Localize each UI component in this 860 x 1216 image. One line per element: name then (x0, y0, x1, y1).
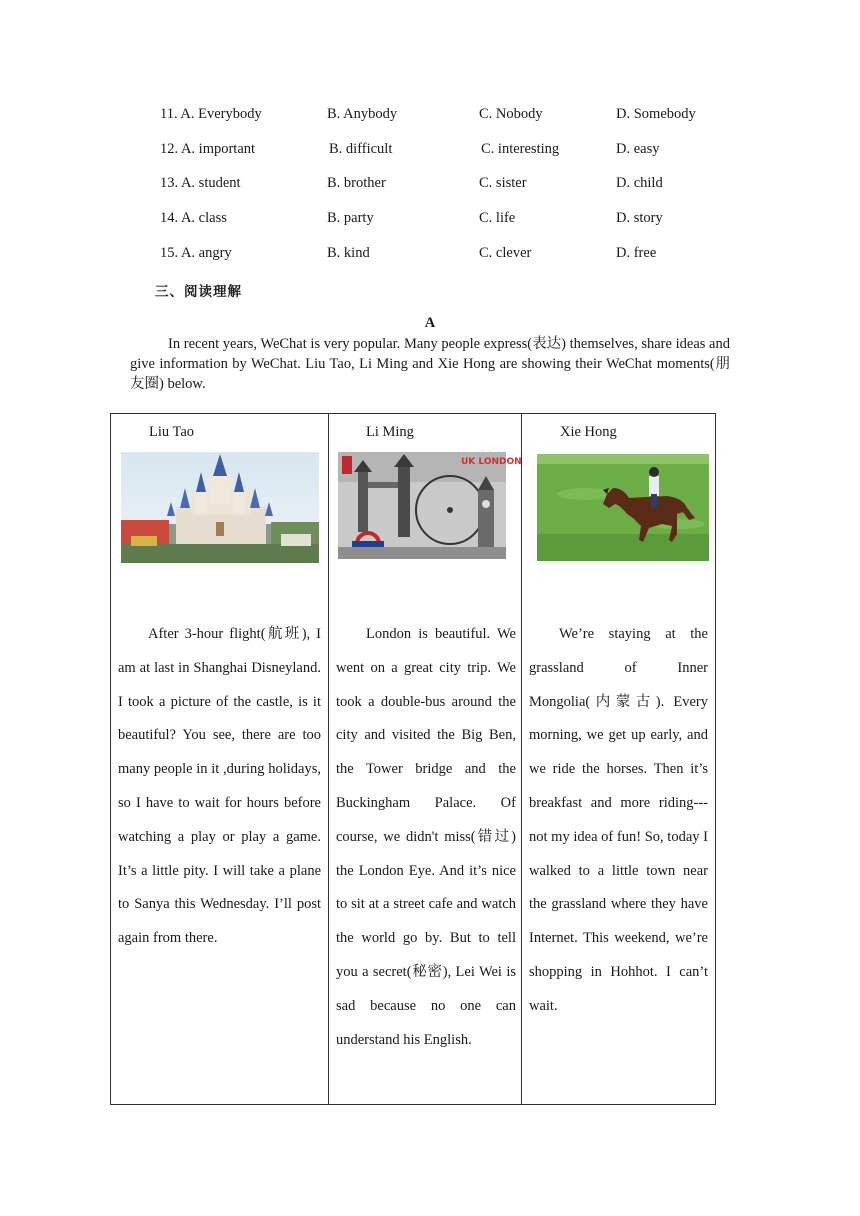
option-a: 14. A. class (160, 210, 227, 226)
moment-column-liu-tao (111, 414, 328, 1104)
option-d: D. story (616, 210, 663, 226)
moment-column-xie-hong (521, 414, 716, 1104)
column-name: Li Ming (366, 424, 414, 440)
moment-text: We’re staying at the grassland of Inner Mongolia(内蒙古). Every morning, we get up early, and we ride the horses. Then it’s breakfast and more riding---not my idea of fun! So, today I walked to a little town near the grassland where they have Internet. This weekend, we’re shopping in Hohhot. I can’t wait. (529, 626, 708, 1014)
horse-riding-photo (537, 454, 709, 561)
london-collage (338, 452, 522, 559)
option-b: B. kind (327, 245, 370, 261)
option-c: C. clever (479, 245, 532, 261)
option-c: C. Nobody (479, 106, 543, 122)
option-b: B. party (327, 210, 374, 226)
passage-title: A (424, 315, 436, 331)
option-c: C. life (479, 210, 516, 226)
option-d: D. Somebody (616, 106, 696, 122)
uk-london-text: UK LONDON (461, 457, 522, 467)
option-d: D. free (616, 245, 657, 261)
option-row-12 (0, 141, 860, 161)
moment-text: After 3-hour flight(航班), I am at last in Shanghai Disneyland. I took a picture of the castle, is it beautiful? You see, there are too many people in it ,during holidays, so I have to wait for hours before watching a play or play a game. It’s a little pity. I will take a plane to Sanya this Wednesday. I’ll post again from there. (118, 626, 321, 947)
castle-photo (121, 452, 319, 563)
column-name: Xie Hong (560, 424, 617, 440)
option-row-15 (0, 245, 860, 265)
column-name: Liu Tao (149, 424, 195, 440)
moment-column-li-ming (328, 414, 522, 1104)
option-b: B. brother (327, 175, 386, 191)
option-c: C. interesting (481, 141, 560, 157)
option-row-13 (0, 175, 860, 195)
option-a: 15. A. angry (160, 245, 232, 261)
moment-text: London is beautiful. We went on a great city trip. We took a double-bus around the city and visited the Big Ben, the Tower bridge and the Buckingham Palace. Of course, we didn't miss(错过) the London Eye. And it’s nice to sit at a street cafe and watch the world go by. But to tell you a secret(秘密), Lei Wei is sad because no one can understand his English. (336, 626, 516, 1048)
option-row-14 (0, 210, 860, 230)
option-d: D. easy (616, 141, 660, 157)
option-a: 13. A. student (160, 175, 241, 191)
option-b: B. Anybody (327, 106, 398, 122)
option-a: 11. A. Everybody (160, 106, 262, 122)
option-d: D. child (616, 175, 663, 191)
option-row-11 (0, 106, 860, 126)
section-heading: 三、阅读理解 (155, 284, 242, 300)
option-b: B. difficult (329, 141, 393, 157)
wechat-moments-table (110, 413, 716, 1105)
option-c: C. sister (479, 175, 527, 191)
passage-intro: In recent years, WeChat is very popular. Many people express(表达) themselves, share ideas and give information by WeChat. Liu Tao, Li Ming and Xie Hong are showing their WeChat moments(朋友圈) below. (130, 336, 730, 392)
option-a: 12. A. important (160, 141, 256, 157)
